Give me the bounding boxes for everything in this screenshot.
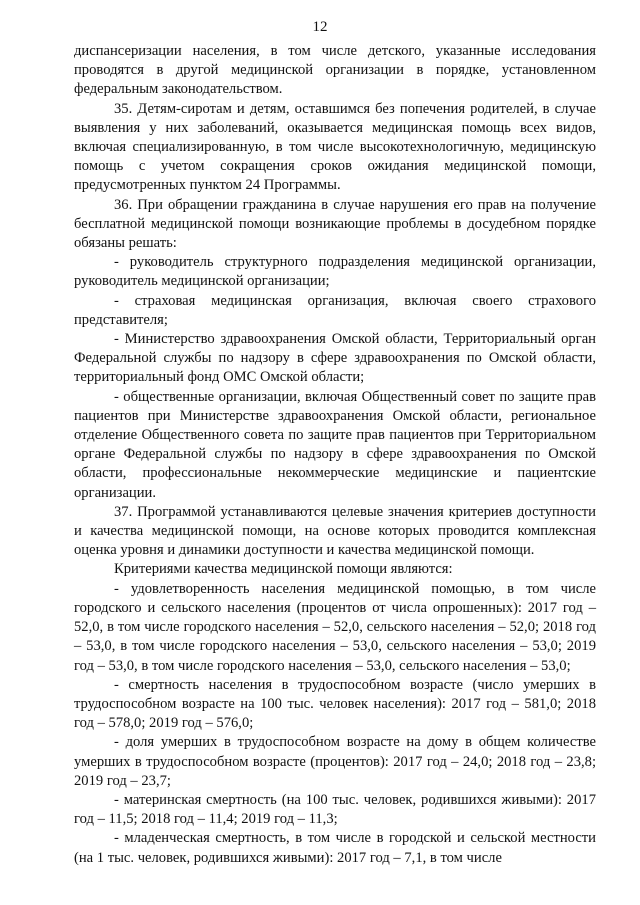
list-item-maternal-mortality: - материнская смертность (на 100 тыс. человек, родившихся живыми): 2017 год – 11,5; 2018 год – 11,4; 2019 год – 11,3;	[74, 791, 596, 828]
list-item-satisfaction: - удовлетворенность населения медицинской помощью, в том числе городского и сельского населения (процентов от числа опрошенных): 2017 год – 52,0, в том числе городского населения – 52,0, сельского населения – 52,0; 2018 год – 53,0, в том числе городского населения – 53,0, сельского населения – 53,0; 2019 год – 53,0, в том числе городского населения – 53,0, сельского населения – 53,0;	[74, 580, 596, 674]
paragraph-continuation: диспансеризации населения, в том числе детского, указанные исследования проводятся в другой медицинской организации в порядке, установленном федеральным законодательством.	[74, 43, 596, 98]
paragraph-item-37: 37. Программой устанавливаются целевые значения критериев доступности и качества медицинской помощи, на основе которых проводится комплексная оценка уровня и динамики доступности и качества медицинской помощи.	[74, 503, 596, 559]
criteria-heading: Критериями качества медицинской помощи являются:	[114, 561, 453, 578]
list-item-public-orgs: - общественные организации, включая Общественный совет по защите прав пациентов при Министерстве здравоохранения Омской области, региональное отделение Общественного совета по защите прав пациентов при Территориальном органе Федеральной службы по надзору в сфере здравоохранения по Омской области, профессиональные некоммерческие медицинские и пациентские организации.	[74, 388, 596, 501]
paragraph-item-35: 35. Детям-сиротам и детям, оставшимся без попечения родителей, в случае выявления у них заболеваний, оказывается медицинская помощь всех видов, включая специализированную, в том числе высокотехнологичную, медицинскую помощь с учетом сокращения сроков ожидания медицинской помощи, предусмотренных пунктом 24 Программы.	[74, 100, 596, 194]
list-item-insurance-org: - страховая медицинская организация, включая своего страхового представителя;	[74, 292, 596, 328]
list-item-infant-mortality: - младенческая смертность, в том числе в городской и сельской местности (на 1 тыс. человек, родившихся живыми): 2017 год – 7,1, в том числе	[74, 830, 596, 866]
page-number: 12	[312, 19, 328, 35]
list-item-home-deaths-share: - доля умерших в трудоспособном возрасте на дому в общем количестве умерших в трудоспособном возрасте (процентов): 2017 год – 24,0; 2018 год – 23,8; 2019 год – 23,7;	[74, 734, 596, 789]
list-item-working-age-mortality: - смертность населения в трудоспособном возрасте (число умерших в трудоспособном возрасте на 100 тыс. человек населения): 2017 год – 581,0; 2018 год – 578,0; 2019 год – 576,0;	[74, 676, 596, 732]
paragraph-item-36: 36. При обращении гражданина в случае нарушения его прав на получение бесплатной медицинской помощи возникающие проблемы в досудебном порядке обязаны решать:	[74, 196, 596, 252]
list-item-ministry: - Министерство здравоохранения Омской области, Территориальный орган Федеральной службы по надзору в сфере здравоохранения по Омской области, территориальный фонд ОМС Омской области;	[74, 331, 596, 386]
list-item-head-of-unit: - руководитель структурного подразделения медицинской организации, руководитель медицинской организации;	[74, 254, 596, 290]
document-body	[74, 42, 596, 868]
